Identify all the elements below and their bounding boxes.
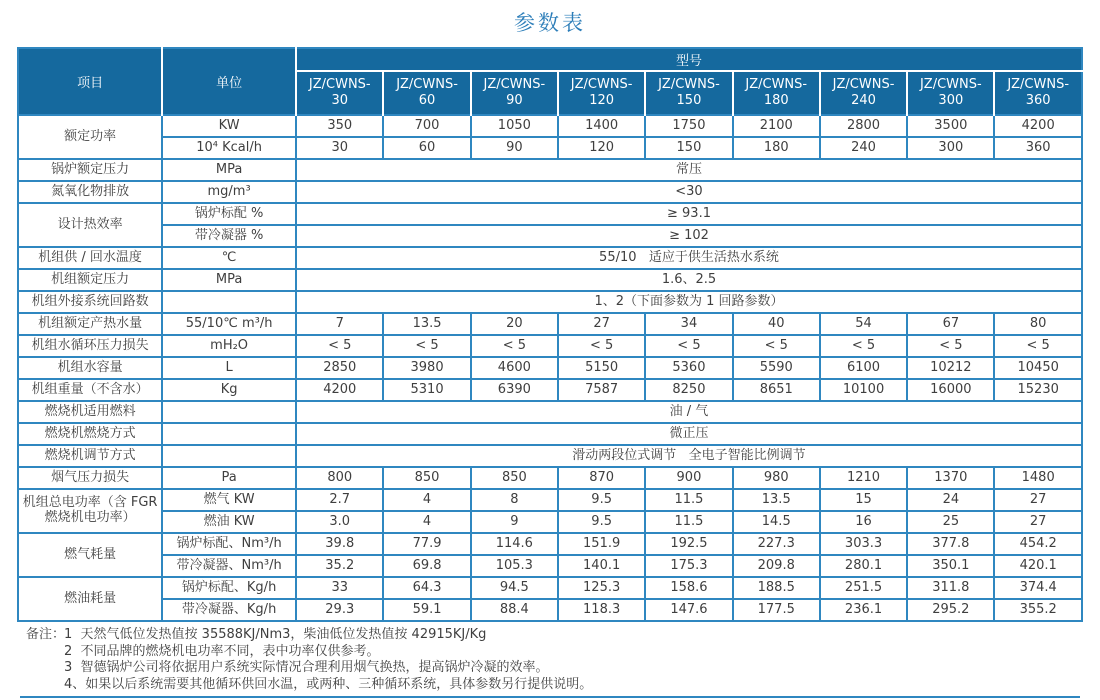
value-cell: 180	[733, 137, 820, 159]
item-cell: 锅炉额定压力	[18, 159, 162, 181]
value-cell: 5590	[733, 357, 820, 379]
value-cell: 25	[907, 511, 994, 533]
value-cell: 3500	[907, 115, 994, 137]
param-row	[18, 511, 1082, 533]
page-title: 参数表	[514, 11, 586, 35]
model-header-cell	[558, 71, 645, 115]
model-number: 60	[418, 93, 436, 108]
notes-list	[64, 627, 1082, 693]
column-header-model-group: 型号	[296, 48, 1082, 71]
value-cell: 303.3	[820, 533, 907, 555]
param-row	[18, 467, 1082, 489]
notes-label: 备注：	[26, 627, 66, 642]
param-row	[18, 533, 1082, 555]
value-cell: 4	[383, 511, 470, 533]
value-cell: 16	[820, 511, 907, 533]
value-cell: 175.3	[645, 555, 732, 577]
value-cell: 355.2	[994, 599, 1081, 621]
value-cell: 850	[471, 467, 558, 489]
value-cell: 15230	[994, 379, 1081, 401]
value-cell: 64.3	[383, 577, 470, 599]
unit-cell: Kg	[162, 379, 296, 401]
model-header-cell	[296, 71, 383, 115]
value-cell: 300	[907, 137, 994, 159]
value-cell: 27	[994, 489, 1081, 511]
value-cell: 151.9	[558, 533, 645, 555]
param-row	[18, 181, 1082, 203]
value-cell: < 5	[994, 335, 1081, 357]
item-cell: 机组外接系统回路数	[18, 291, 162, 313]
value-cell: 88.4	[471, 599, 558, 621]
value-cell: 60	[383, 137, 470, 159]
unit-cell: 燃油 KW	[162, 511, 296, 533]
item-cell: 机组额定压力	[18, 269, 162, 291]
span-value-cell: 微正压	[296, 423, 1082, 445]
model-prefix: JZ/CWNS-	[745, 76, 808, 92]
item-cell: 额定功率	[18, 115, 162, 159]
model-header-cell	[645, 71, 732, 115]
unit-cell: 锅炉标配 %	[162, 203, 296, 225]
value-cell: 980	[733, 467, 820, 489]
value-cell: 850	[383, 467, 470, 489]
model-prefix: JZ/CWNS-	[483, 76, 546, 92]
model-number: 360	[1025, 93, 1051, 108]
value-cell: 9.5	[558, 489, 645, 511]
span-value-cell: <30	[296, 181, 1082, 203]
value-cell: 29.3	[296, 599, 383, 621]
param-row	[18, 555, 1082, 577]
value-cell: 1750	[645, 115, 732, 137]
param-row	[18, 291, 1082, 313]
value-cell: 311.8	[907, 577, 994, 599]
value-cell: 350.1	[907, 555, 994, 577]
value-cell: 15	[820, 489, 907, 511]
value-cell: 150	[645, 137, 732, 159]
value-cell: 350	[296, 115, 383, 137]
param-row	[18, 489, 1082, 511]
parameter-table	[17, 47, 1083, 622]
param-row	[18, 335, 1082, 357]
unit-cell: L	[162, 357, 296, 379]
value-cell: 800	[296, 467, 383, 489]
span-value-cell: 滑动两段位式调节 全电子智能比例调节	[296, 445, 1082, 467]
column-header-unit: 单位	[162, 48, 296, 115]
param-row	[18, 379, 1082, 401]
unit-cell: mg/m³	[162, 181, 296, 203]
model-number: 30	[331, 93, 349, 108]
unit-cell	[162, 423, 296, 445]
value-cell: 454.2	[994, 533, 1081, 555]
value-cell: 13.5	[733, 489, 820, 511]
table-body	[18, 115, 1082, 621]
value-cell: 13.5	[383, 313, 470, 335]
span-value-cell: ≥ 102	[296, 225, 1082, 247]
value-cell: 20	[471, 313, 558, 335]
value-cell: 94.5	[471, 577, 558, 599]
model-header-cell	[994, 71, 1081, 115]
model-number: 180	[763, 93, 789, 108]
model-number: 240	[851, 93, 876, 108]
value-cell: 11.5	[645, 511, 732, 533]
value-cell: 8	[471, 489, 558, 511]
model-prefix: JZ/CWNS-	[919, 76, 982, 92]
value-cell: < 5	[820, 335, 907, 357]
span-value-cell: 常压	[296, 159, 1082, 181]
unit-cell: 带冷凝器、Nm³/h	[162, 555, 296, 577]
value-cell: 7	[296, 313, 383, 335]
note-line: 4、如果以后系统需要其他循环供回水温，或两种、三种循环系统，具体参数另行提供说明。	[64, 676, 593, 692]
column-header-item: 项目	[18, 48, 162, 115]
item-cell: 燃烧机调节方式	[18, 445, 162, 467]
value-cell: 8651	[733, 379, 820, 401]
item-cell: 机组重量（不含水）	[18, 379, 162, 401]
item-cell: 燃烧机适用燃料	[18, 401, 162, 423]
param-row	[18, 599, 1082, 621]
value-cell: 240	[820, 137, 907, 159]
unit-cell: Pa	[162, 467, 296, 489]
unit-cell: 带冷凝器、Kg/h	[162, 599, 296, 621]
item-cell: 燃烧机燃烧方式	[18, 423, 162, 445]
value-cell: 3.0	[296, 511, 383, 533]
value-cell: 251.5	[820, 577, 907, 599]
bottom-rule	[20, 696, 1080, 698]
value-cell: 10212	[907, 357, 994, 379]
value-cell: 27	[994, 511, 1081, 533]
value-cell: 5310	[383, 379, 470, 401]
model-prefix: JZ/CWNS-	[658, 76, 720, 92]
value-cell: 280.1	[820, 555, 907, 577]
span-value-cell: 油 / 气	[296, 401, 1082, 423]
param-row	[18, 247, 1082, 269]
unit-cell: 锅炉标配、Kg/h	[162, 577, 296, 599]
value-cell: 377.8	[907, 533, 994, 555]
model-number: 90	[506, 93, 523, 108]
value-cell: 420.1	[994, 555, 1081, 577]
param-row	[18, 423, 1082, 445]
param-row	[18, 357, 1082, 379]
value-cell: 4600	[471, 357, 558, 379]
model-number: 120	[589, 93, 615, 108]
table-header	[18, 48, 1082, 115]
value-cell: 4200	[296, 379, 383, 401]
model-prefix: JZ/CWNS-	[1007, 76, 1070, 92]
value-cell: 114.6	[471, 533, 558, 555]
value-cell: 35.2	[296, 555, 383, 577]
value-cell: 11.5	[645, 489, 732, 511]
value-cell: 3980	[383, 357, 470, 379]
model-number: 300	[938, 93, 964, 108]
value-cell: < 5	[471, 335, 558, 357]
value-cell: < 5	[296, 335, 383, 357]
value-cell: 40	[733, 313, 820, 335]
unit-cell: MPa	[162, 159, 296, 181]
value-cell: 1480	[994, 467, 1081, 489]
value-cell: 227.3	[733, 533, 820, 555]
unit-cell: 燃气 KW	[162, 489, 296, 511]
item-cell: 烟气压力损失	[18, 467, 162, 489]
model-header-cell	[820, 71, 907, 115]
value-cell: 27	[558, 313, 645, 335]
value-cell: 360	[994, 137, 1081, 159]
value-cell: 7587	[558, 379, 645, 401]
value-cell: 140.1	[558, 555, 645, 577]
value-cell: 39.8	[296, 533, 383, 555]
unit-cell	[162, 401, 296, 423]
value-cell: 10100	[820, 379, 907, 401]
value-cell: 59.1	[383, 599, 470, 621]
param-row	[18, 203, 1082, 225]
value-cell: 2.7	[296, 489, 383, 511]
param-row	[18, 269, 1082, 291]
value-cell: 9	[471, 511, 558, 533]
value-cell: 33	[296, 577, 383, 599]
value-cell: 1210	[820, 467, 907, 489]
value-cell: 30	[296, 137, 383, 159]
model-prefix: JZ/CWNS-	[570, 76, 633, 92]
param-row	[18, 577, 1082, 599]
unit-cell: 10⁴ Kcal/h	[162, 137, 296, 159]
value-cell: 16000	[907, 379, 994, 401]
unit-cell: mH₂O	[162, 335, 296, 357]
item-cell: 燃气耗量	[18, 533, 162, 577]
note-line: 2 不同品牌的燃烧机电功率不同，表中功率仅供参考。	[64, 643, 380, 659]
item-cell: 机组总电功率（含 FGR 燃烧机电功率）	[18, 489, 162, 533]
value-cell: 1400	[558, 115, 645, 137]
value-cell: < 5	[558, 335, 645, 357]
value-cell: 8250	[645, 379, 732, 401]
value-cell: 2100	[733, 115, 820, 137]
value-cell: 6390	[471, 379, 558, 401]
header-row-group	[18, 48, 1082, 71]
value-cell: 80	[994, 313, 1081, 335]
span-value-cell: 1、2（下面参数为 1 回路参数）	[296, 291, 1082, 313]
unit-cell: 锅炉标配、Nm³/h	[162, 533, 296, 555]
value-cell: < 5	[907, 335, 994, 357]
unit-cell: 55/10℃ m³/h	[162, 313, 296, 335]
model-header-cell	[907, 71, 994, 115]
value-cell: 90	[471, 137, 558, 159]
value-cell: < 5	[733, 335, 820, 357]
value-cell: 188.5	[733, 577, 820, 599]
value-cell: 34	[645, 313, 732, 335]
model-number: 150	[676, 93, 702, 108]
unit-cell	[162, 445, 296, 467]
param-row	[18, 137, 1082, 159]
value-cell: 192.5	[645, 533, 732, 555]
unit-cell	[162, 291, 296, 313]
value-cell: 6100	[820, 357, 907, 379]
value-cell: 54	[820, 313, 907, 335]
model-header-cell	[471, 71, 558, 115]
param-row	[18, 313, 1082, 335]
item-cell: 机组额定产热水量	[18, 313, 162, 335]
model-header-cell	[383, 71, 470, 115]
value-cell: 700	[383, 115, 470, 137]
unit-cell: ℃	[162, 247, 296, 269]
value-cell: 1370	[907, 467, 994, 489]
value-cell: 900	[645, 467, 732, 489]
value-cell: 147.6	[645, 599, 732, 621]
value-cell: 236.1	[820, 599, 907, 621]
notes	[18, 627, 1082, 693]
value-cell: 105.3	[471, 555, 558, 577]
value-cell: 69.8	[383, 555, 470, 577]
span-value-cell: 55/10 适应于供生活热水系统	[296, 247, 1082, 269]
model-prefix: JZ/CWNS-	[308, 76, 371, 92]
value-cell: 1050	[471, 115, 558, 137]
unit-cell: 带冷凝器 %	[162, 225, 296, 247]
value-cell: 5360	[645, 357, 732, 379]
item-cell: 设计热效率	[18, 203, 162, 247]
value-cell: 10450	[994, 357, 1081, 379]
value-cell: 9.5	[558, 511, 645, 533]
value-cell: 2850	[296, 357, 383, 379]
value-cell: 5150	[558, 357, 645, 379]
value-cell: 77.9	[383, 533, 470, 555]
param-row	[18, 115, 1082, 137]
value-cell: 120	[558, 137, 645, 159]
item-cell: 氮氧化物排放	[18, 181, 162, 203]
param-row	[18, 445, 1082, 467]
model-prefix: JZ/CWNS-	[396, 76, 458, 92]
value-cell: 24	[907, 489, 994, 511]
value-cell: 870	[558, 467, 645, 489]
value-cell: 2800	[820, 115, 907, 137]
value-cell: 374.4	[994, 577, 1081, 599]
model-prefix: JZ/CWNS-	[832, 76, 895, 92]
value-cell: 209.8	[733, 555, 820, 577]
span-value-cell: ≥ 93.1	[296, 203, 1082, 225]
value-cell: 118.3	[558, 599, 645, 621]
item-cell: 机组水循环压力损失	[18, 335, 162, 357]
model-header-cell	[733, 71, 820, 115]
item-cell: 机组水容量	[18, 357, 162, 379]
span-value-cell: 1.6、2.5	[296, 269, 1082, 291]
param-row	[18, 401, 1082, 423]
value-cell: 4200	[994, 115, 1081, 137]
note-line: 1 天然气低位发热值按 35588KJ/Nm3，柴油低位发热值按 42915KJ/Kg	[64, 627, 487, 642]
value-cell: 67	[907, 313, 994, 335]
item-cell: 机组供 / 回水温度	[18, 247, 162, 269]
value-cell: 4	[383, 489, 470, 511]
value-cell: 14.5	[733, 511, 820, 533]
value-cell: < 5	[383, 335, 470, 357]
value-cell: < 5	[645, 335, 732, 357]
value-cell: 125.3	[558, 577, 645, 599]
note-line: 3 智德锅炉公司将依据用户系统实际情况合理利用烟气换热，提高锅炉冷凝的效率。	[64, 660, 549, 675]
param-row	[18, 159, 1082, 181]
param-row	[18, 225, 1082, 247]
item-cell: 燃油耗量	[18, 577, 162, 621]
unit-cell: MPa	[162, 269, 296, 291]
value-cell: 295.2	[907, 599, 994, 621]
value-cell: 177.5	[733, 599, 820, 621]
value-cell: 158.6	[645, 577, 732, 599]
unit-cell: KW	[162, 115, 296, 137]
